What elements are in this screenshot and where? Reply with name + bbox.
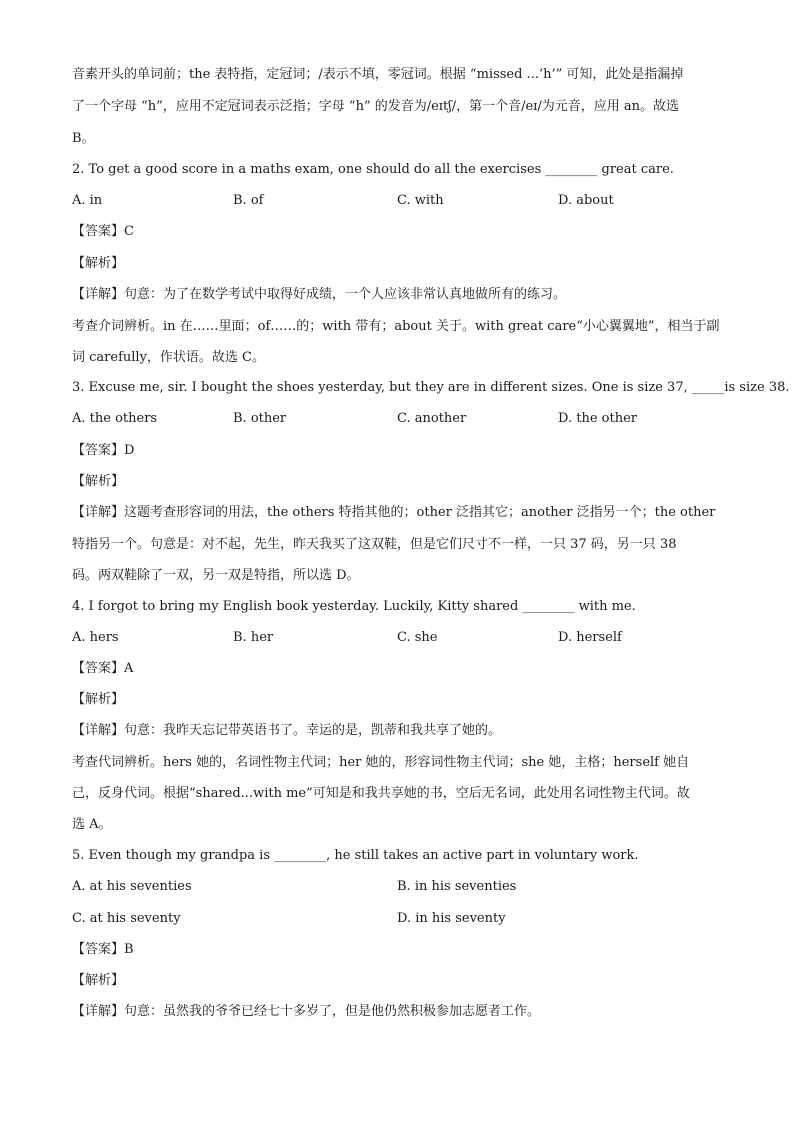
question-stem: 5. Even though my grandpa is ________, he still takes an active part in voluntary work.: [72, 848, 639, 863]
option-a: A. in: [72, 193, 103, 208]
answer-line: 【答案】A: [72, 661, 134, 676]
intro-line: 了一个字母 “h”，应用不定冠词表示泛指；字母 “h” 的发音为/eɪtʃ/，第一个音/eɪ/为元音，应用 an。故选: [72, 99, 679, 114]
detail-line: 【详解】句意：为了在数学考试中取得好成绩，一个人应该非常认真地做所有的练习。: [72, 287, 567, 302]
option-c: C. she: [397, 630, 438, 645]
detail-line: 己，反身代词。根据“shared...with me”可知是和我共享她的书，空后无名词，此处用名词性物主代词。故: [72, 786, 690, 801]
analysis-heading: 【解析】: [72, 256, 125, 271]
option-d: D. herself: [558, 630, 622, 645]
question-stem: 2. To get a good score in a maths exam, one should do all the exercises ________ great care.: [72, 162, 674, 177]
question-stem: 4. I forgot to bring my English book yesterday. Luckily, Kitty shared ________ with me.: [72, 599, 636, 614]
option-c: C. another: [397, 411, 467, 426]
analysis-heading: 【解析】: [72, 692, 125, 707]
detail-line: 码。两双鞋除了一双，另一双是特指，所以选 D。: [72, 568, 360, 583]
answer-line: 【答案】B: [72, 942, 134, 957]
detail-line: 选 A。: [72, 817, 112, 832]
analysis-heading: 【解析】: [72, 474, 125, 489]
option-d: D. about: [558, 193, 614, 208]
option-c: C. at his seventy: [72, 911, 181, 926]
detail-line: 【详解】句意：我昨天忘记带英语书了。幸运的是，凯蒂和我共享了她的。: [72, 723, 502, 738]
option-a: A. the others: [72, 411, 158, 426]
analysis-heading: 【解析】: [72, 973, 125, 988]
intro-line: 音素开头的单词前；the 表特指，定冠词；/表示不填，零冠词。根据 “missed ...‘h’” 可知，此处是指漏掉: [72, 67, 684, 82]
option-d: D. the other: [558, 411, 637, 426]
answer-line: 【答案】C: [72, 224, 134, 239]
intro-line: B。: [72, 131, 95, 146]
option-d: D. in his seventy: [397, 911, 506, 926]
option-b: B. her: [233, 630, 274, 645]
option-b: B. of: [233, 193, 264, 208]
detail-line: 词 carefully，作状语。故选 C。: [72, 350, 265, 365]
detail-line: 【详解】这题考查形容词的用法，the others 特指其他的；other 泛指其它；another 泛指另一个；the other: [72, 505, 716, 520]
detail-line: 特指另一个。句意是：对不起，先生，昨天我买了这双鞋，但是它们尺寸不一样，一只 37 码，另一只 38: [72, 537, 677, 552]
question-stem: 3. Excuse me, sir. I bought the shoes yesterday, but they are in different sizes. One is size 37, _____is size 38.: [72, 380, 790, 395]
detail-line: 考查介词辨析。in 在……里面；of……的；with 带有；about 关于。with great care“小心翼翼地”，相当于副: [72, 319, 720, 334]
option-b: B. in his seventies: [397, 879, 517, 894]
option-a: A. at his seventies: [72, 879, 192, 894]
option-b: B. other: [233, 411, 287, 426]
option-c: C. with: [397, 193, 444, 208]
answer-line: 【答案】D: [72, 443, 135, 458]
option-a: A. hers: [72, 630, 119, 645]
detail-line: 【详解】句意：虽然我的爷爷已经七十多岁了，但是他仍然积极参加志愿者工作。: [72, 1004, 541, 1019]
detail-line: 考查代词辨析。hers 她的，名词性物主代词；her 她的，形容词性物主代词；she 她，主格；herself 她自: [72, 755, 690, 770]
